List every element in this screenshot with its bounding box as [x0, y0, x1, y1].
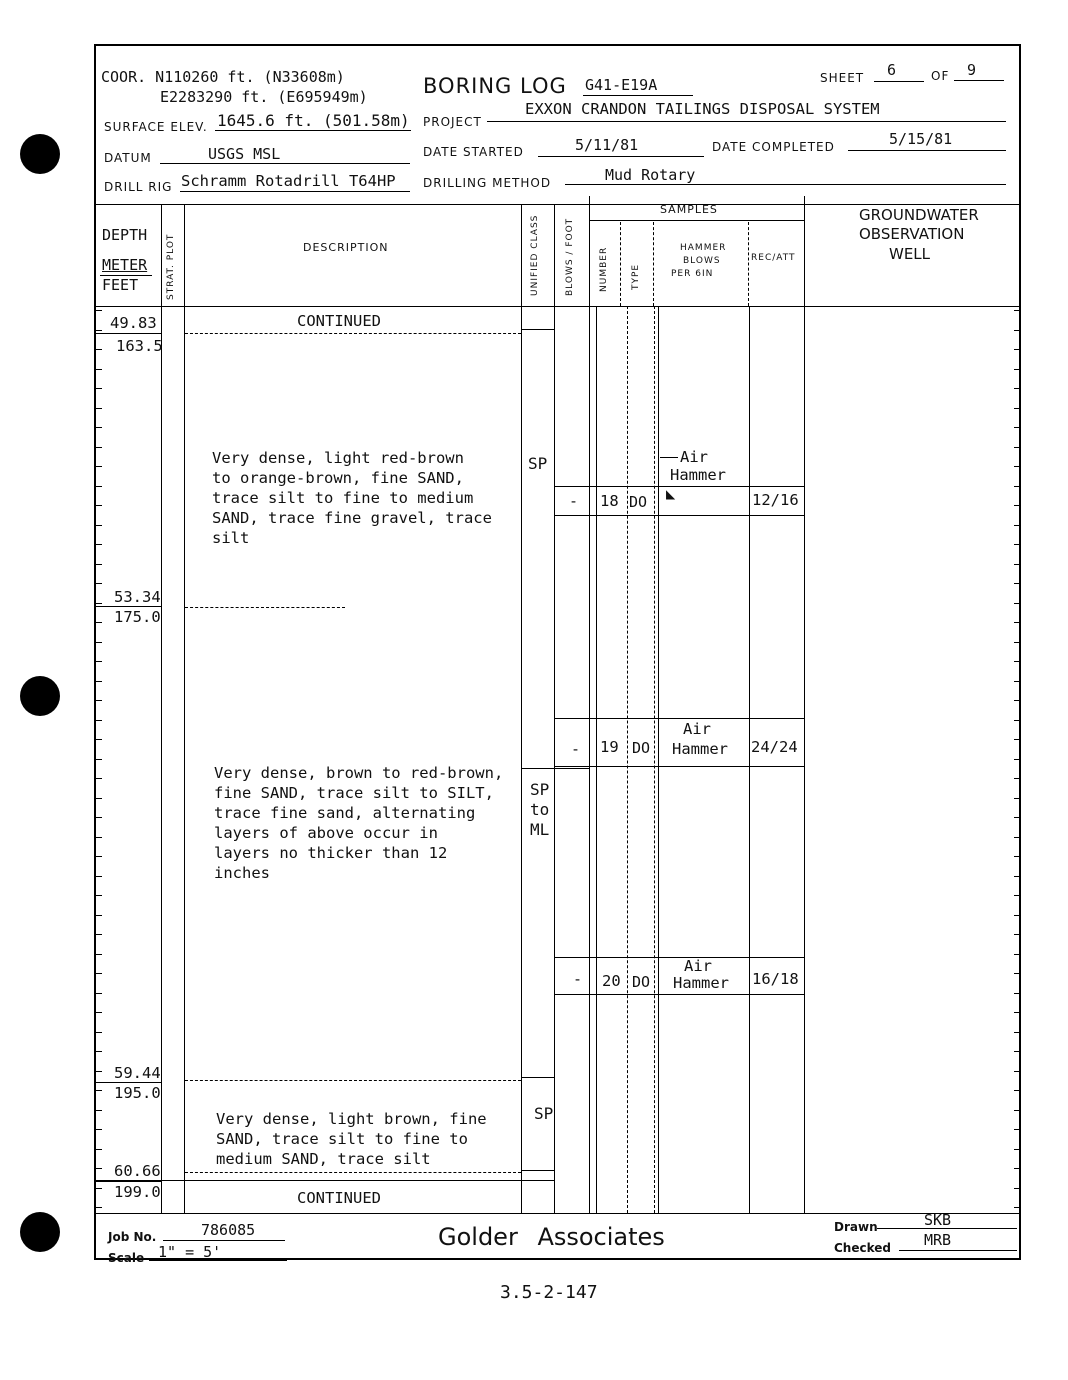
page-number: 3.5-2-147	[500, 1282, 598, 1303]
layer-3-class: SP	[534, 1104, 554, 1123]
strat-plot-header: STRAT. PLOT	[166, 233, 176, 300]
sample-20-hammer-line-1: Air	[684, 957, 712, 975]
coordinates-line-2: E2283290 ft. (E695949m)	[160, 88, 368, 106]
checked-label: Checked	[834, 1241, 891, 1255]
coordinates-line-1: COOR. N110260 ft. (N33608m)	[101, 68, 345, 86]
depth-header: DEPTH	[102, 226, 148, 244]
depth-meter-3: 59.44	[114, 1064, 161, 1082]
project-label: PROJECT	[423, 115, 482, 129]
log-id: G41-E19A	[585, 76, 658, 94]
meter-header: METER	[102, 256, 148, 274]
binder-hole-middle	[20, 676, 60, 716]
drilling-method: Mud Rotary	[605, 166, 696, 184]
sample-19-type: DO	[632, 739, 651, 757]
checked-by: MRB	[924, 1231, 952, 1249]
depth-meter-1: 49.83	[110, 314, 157, 332]
sample-19-rec: 24/24	[751, 738, 798, 756]
sample-20-number: 20	[602, 972, 621, 990]
drawn-label: Drawn	[834, 1220, 878, 1234]
project: EXXON CRANDON TAILINGS DISPOSAL SYSTEM	[525, 100, 880, 118]
groundwater-header-line-2: OBSERVATION	[859, 225, 965, 243]
date-completed-label: DATE COMPLETED	[712, 140, 835, 154]
sheet-number: 6	[887, 61, 897, 79]
number-header: NUMBER	[599, 246, 609, 292]
sample-18-number: 18	[600, 492, 619, 510]
continued-top: CONTINUED	[297, 312, 381, 330]
hammer-header-line-1: HAMMER	[680, 243, 727, 253]
date-started-label: DATE STARTED	[423, 145, 524, 159]
datum-label: DATUM	[104, 151, 152, 165]
drawn-by: SKB	[924, 1211, 952, 1229]
scale-label: Scale	[108, 1251, 145, 1265]
sample-20-rec: 16/18	[752, 970, 799, 988]
hammer-header-line-2: BLOWS	[683, 256, 721, 266]
job-label: Job No.	[108, 1230, 157, 1244]
layer-1-class: SP	[528, 454, 548, 473]
blows-foot-header: BLOWS / FOOT	[565, 217, 575, 296]
sample-19-number: 19	[600, 738, 619, 756]
drill-rig-label: DRILL RIG	[104, 180, 173, 194]
sample-18-rec: 12/16	[752, 491, 799, 509]
surface-elev-label: SURFACE ELEV.	[104, 120, 208, 134]
arrow-marker-icon: ◣	[666, 487, 676, 501]
layer-3-description: Very dense, light brown, fine SAND, trace silt to fine to medium SAND, trace silt	[216, 1110, 487, 1168]
boring-log-title: BORING LOG	[423, 74, 567, 98]
sheet-label: SHEET	[820, 71, 865, 85]
description-header: DESCRIPTION	[303, 241, 389, 254]
continued-bottom: CONTINUED	[297, 1189, 381, 1207]
binder-hole-top	[20, 134, 60, 174]
date-started: 5/11/81	[575, 136, 639, 154]
sample-20-blows: -	[573, 970, 583, 988]
groundwater-header-line-3: WELL	[889, 245, 931, 263]
depth-feet-2: 175.0	[114, 608, 161, 626]
sample-19-blows: -	[571, 740, 581, 758]
sample-18-hammer-line-1: Air	[680, 448, 708, 466]
depth-feet-4: 199.0	[114, 1183, 161, 1201]
groundwater-header-line-1: GROUNDWATER	[859, 206, 979, 224]
sample-20-type: DO	[632, 973, 651, 991]
depth-feet-3: 195.0	[114, 1084, 161, 1102]
type-header: TYPE	[631, 263, 641, 290]
drill-rig: Schramm Rotadrill T64HP	[181, 172, 396, 190]
job-number: 786085	[201, 1221, 256, 1239]
sample-18-blows: -	[569, 492, 579, 510]
layer-2-description: Very dense, brown to red-brown, fine SAND, trace silt to SILT, trace fine sand, alternating layers of above occur in layers no thicker than 12 inches	[214, 764, 504, 882]
sample-18-hammer-line-2: Hammer	[670, 466, 726, 484]
sample-20-hammer-line-2: Hammer	[673, 974, 729, 992]
sample-18-type: DO	[629, 493, 648, 511]
depth-meter-2: 53.34	[114, 588, 161, 606]
layer-2-class: SP to ML	[530, 780, 550, 839]
hammer-header-line-3: PER 6IN	[671, 269, 714, 279]
feet-header: FEET	[102, 276, 139, 294]
sample-19-hammer-line-1: Air	[683, 720, 711, 738]
of-label: OF	[931, 69, 950, 83]
drilling-method-label: DRILLING METHOD	[423, 176, 552, 190]
samples-header: SAMPLES	[660, 203, 718, 216]
date-completed: 5/15/81	[889, 130, 953, 148]
layer-1-description: Very dense, light red-brown to orange-brown, fine SAND, trace silt to fine to medium SAND, trace fine gravel, trace silt	[212, 449, 492, 547]
depth-feet-1: 163.5	[116, 337, 163, 355]
company-name: Golder Associates	[438, 1223, 665, 1251]
sheet-total: 9	[967, 61, 977, 79]
surface-elev: 1645.6 ft. (501.58m)	[217, 111, 410, 130]
unified-class-header: UNIFIED CLASS	[530, 214, 540, 296]
depth-meter-4: 60.66	[114, 1162, 161, 1180]
sample-19-hammer-line-2: Hammer	[672, 740, 728, 758]
scale: 1" = 5'	[158, 1243, 222, 1261]
datum: USGS MSL	[208, 145, 281, 163]
binder-hole-bottom	[20, 1212, 60, 1252]
rec-att-header: REC/ATT	[751, 253, 796, 263]
